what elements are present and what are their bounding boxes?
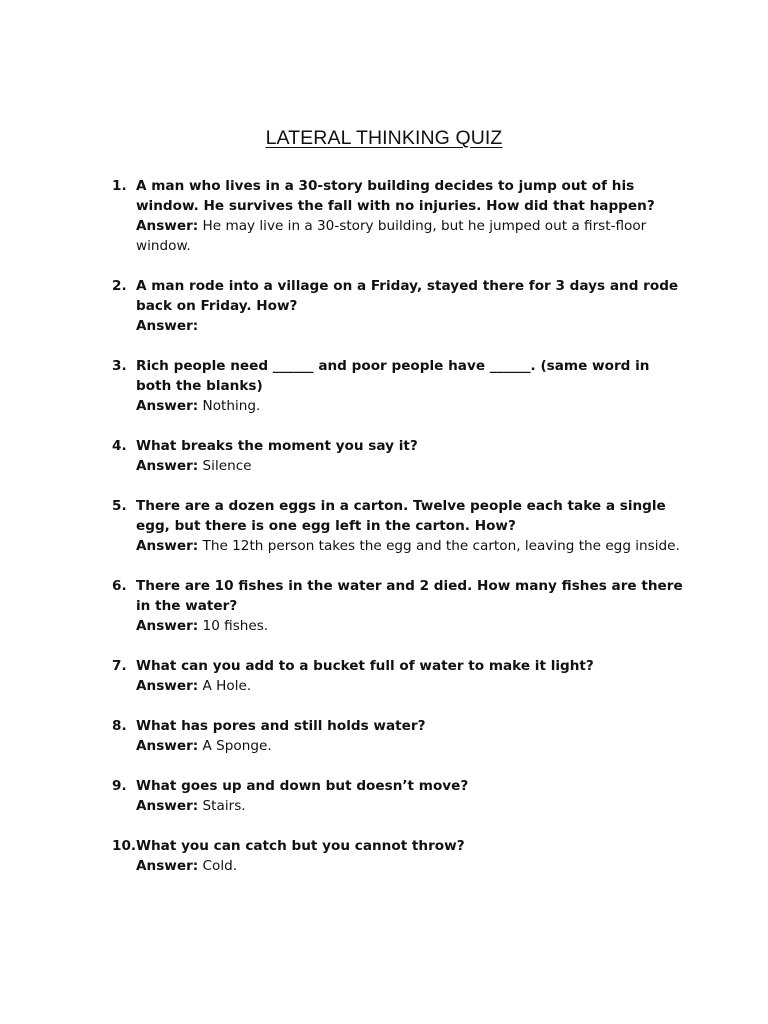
quiz-item-7 [112, 656, 687, 696]
answer-line [136, 536, 687, 556]
quiz-item-2 [112, 276, 687, 336]
question-number: 7. [112, 658, 127, 674]
answer-text: A Hole. [198, 678, 252, 694]
answer-label: Answer: [136, 318, 199, 334]
question-number: 5. [112, 498, 127, 514]
question-text: There are 10 fishes in the water and 2 died. How many fishes are there in the water? [136, 578, 683, 614]
quiz-item-3 [112, 356, 687, 416]
answer-line [136, 316, 687, 336]
answer-text: The 12th person takes the egg and the carton, leaving the egg inside. [198, 538, 680, 554]
question-number: 3. [112, 358, 127, 374]
quiz-item-5 [112, 496, 687, 556]
question-number: 8. [112, 718, 127, 734]
quiz-item-4 [112, 436, 687, 476]
answer-line [136, 796, 687, 816]
answer-line [136, 456, 687, 476]
answer-line [136, 216, 687, 256]
answer-line [136, 396, 687, 416]
answer-text: Nothing. [198, 398, 261, 414]
answer-label: Answer: [136, 678, 199, 694]
answer-label: Answer: [136, 398, 199, 414]
answer-label: Answer: [136, 458, 199, 474]
answer-label: Answer: [136, 738, 199, 754]
question-number: 2. [112, 278, 127, 294]
question-number: 1. [112, 178, 127, 194]
answer-line [136, 856, 687, 876]
answer-text: Silence [198, 458, 252, 474]
question-number: 10. [112, 838, 137, 854]
page-title: LATERAL THINKING QUIZ [265, 127, 503, 149]
answer-text: Stairs. [198, 798, 246, 814]
quiz-list [112, 176, 687, 896]
answer-label: Answer: [136, 538, 199, 554]
answer-label: Answer: [136, 798, 199, 814]
answer-text: He may live in a 30-story building, but he jumped out a first-floor window. [136, 218, 647, 254]
answer-text: Cold. [198, 858, 238, 874]
quiz-item-6 [112, 576, 687, 636]
answer-label: Answer: [136, 618, 199, 634]
question-text: A man rode into a village on a Friday, stayed there for 3 days and rode back on Friday. How? [136, 278, 679, 314]
answer-label: Answer: [136, 858, 199, 874]
quiz-item-8 [112, 716, 687, 756]
question-text: What has pores and still holds water? [136, 718, 426, 734]
question-text: What breaks the moment you say it? [136, 438, 418, 454]
quiz-item-1 [112, 176, 687, 256]
question-number: 9. [112, 778, 127, 794]
answer-line [136, 616, 687, 636]
question-number: 4. [112, 438, 127, 454]
answer-label: Answer: [136, 218, 199, 234]
question-text: Rich people need ______ and poor people have ______. (same word in both the blanks) [136, 358, 650, 394]
question-text: There are a dozen eggs in a carton. Twelve people each take a single egg, but there is one egg left in the carton. How? [136, 498, 666, 534]
quiz-item-9 [112, 776, 687, 816]
quiz-item-10 [112, 836, 687, 876]
answer-text: 10 fishes. [198, 618, 269, 634]
question-text: What can you add to a bucket full of water to make it light? [136, 658, 594, 674]
answer-line [136, 676, 687, 696]
question-text: A man who lives in a 30-story building decides to jump out of his window. He survives the fall with no injuries. How did that happen? [136, 178, 655, 214]
answer-line [136, 736, 687, 756]
question-text: What you can catch but you cannot throw? [136, 838, 465, 854]
answer-text: A Sponge. [198, 738, 272, 754]
question-number: 6. [112, 578, 127, 594]
question-text: What goes up and down but doesn’t move? [136, 778, 469, 794]
